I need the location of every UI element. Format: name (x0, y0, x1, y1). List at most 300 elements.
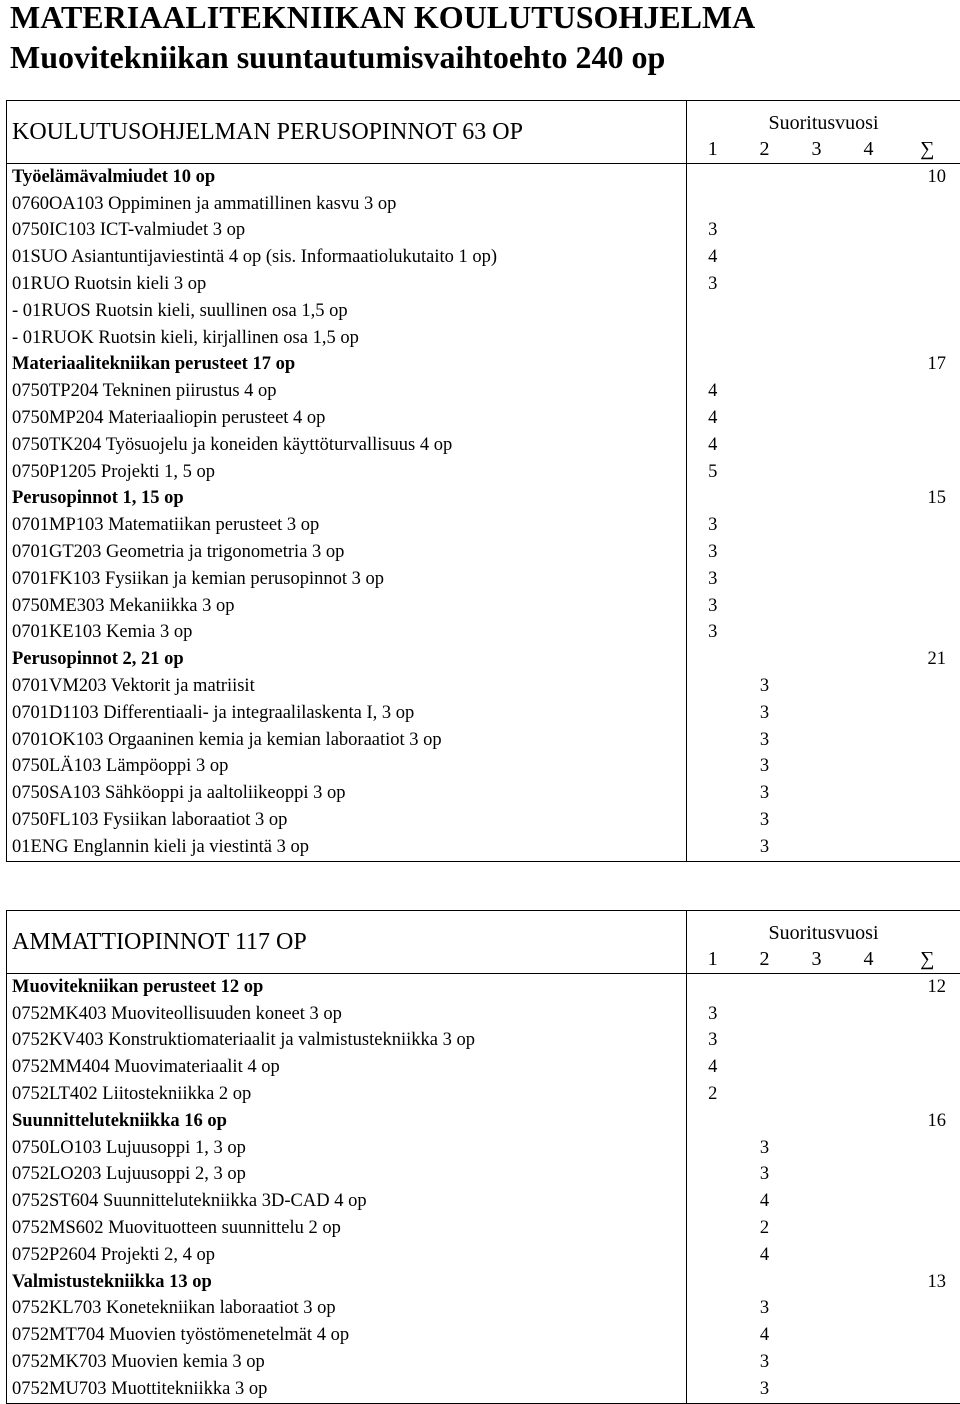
credits-year-1 (687, 1108, 739, 1135)
group-total (895, 620, 960, 647)
table-row (7, 1028, 960, 1055)
table-row (7, 352, 960, 379)
credits-year-4 (843, 1162, 895, 1189)
credits-year-4 (843, 1188, 895, 1215)
credits-year-1 (687, 754, 739, 781)
credits-year-1: 4 (687, 378, 739, 405)
credits-year-4 (843, 486, 895, 513)
table-row (7, 1135, 960, 1162)
sum-header: ∑ (895, 945, 960, 974)
credits-year-3 (791, 727, 843, 754)
credits-year-4 (843, 539, 895, 566)
credits-year-2 (739, 352, 791, 379)
credits-year-2 (739, 486, 791, 513)
table-row (7, 1376, 960, 1403)
table-row (7, 1162, 960, 1189)
course-name: 0750IC103 ICT-valmiudet 3 op (7, 218, 687, 245)
group-total: 13 (895, 1269, 960, 1296)
section-title: KOULUTUSOHJELMAN PERUSOPINNOT 63 OP (7, 101, 687, 164)
credits-year-1 (687, 834, 739, 861)
group-title: Perusopinnot 2, 21 op (7, 646, 687, 673)
credits-year-4 (843, 1028, 895, 1055)
year-caption: Suoritusvuosi (687, 101, 960, 136)
credits-year-3 (791, 1028, 843, 1055)
course-name: 0752ST604 Suunnittelutekniikka 3D-CAD 4 op (7, 1188, 687, 1215)
credits-year-2 (739, 1001, 791, 1028)
credits-year-4 (843, 164, 895, 191)
year-2-header: 2 (739, 945, 791, 974)
credits-year-4 (843, 646, 895, 673)
credits-year-3 (791, 1108, 843, 1135)
year-3-header: 3 (791, 135, 843, 164)
group-total (895, 1001, 960, 1028)
group-total (895, 834, 960, 861)
course-name: 0752P2604 Projekti 2, 4 op (7, 1242, 687, 1269)
course-name: 0750LO103 Lujuusoppi 1, 3 op (7, 1135, 687, 1162)
credits-year-4 (843, 727, 895, 754)
credits-year-1 (687, 646, 739, 673)
credits-year-1 (687, 352, 739, 379)
credits-year-2 (739, 325, 791, 352)
group-total (895, 271, 960, 298)
credits-year-3 (791, 1322, 843, 1349)
table-row (7, 271, 960, 298)
table-row (7, 298, 960, 325)
credits-year-4 (843, 754, 895, 781)
credits-year-1: 5 (687, 459, 739, 486)
credits-year-4 (843, 1215, 895, 1242)
credits-year-2: 4 (739, 1242, 791, 1269)
course-name: 0752MK703 Muovien kemia 3 op (7, 1349, 687, 1376)
credits-year-2: 3 (739, 1296, 791, 1323)
credits-year-1: 3 (687, 512, 739, 539)
credits-year-2: 3 (739, 1376, 791, 1403)
credits-year-2 (739, 566, 791, 593)
course-name: 0752MK403 Muoviteollisuuden koneet 3 op (7, 1001, 687, 1028)
credits-year-4 (843, 974, 895, 1001)
table-row (7, 1054, 960, 1081)
credits-year-2 (739, 1108, 791, 1135)
credits-year-1 (687, 1188, 739, 1215)
credits-year-1 (687, 1242, 739, 1269)
credits-year-3 (791, 834, 843, 861)
course-name: 0760OA103 Oppiminen ja ammatillinen kasvu 3 op (7, 191, 687, 218)
course-name: 0701OK103 Orgaaninen kemia ja kemian laboraatiot 3 op (7, 727, 687, 754)
year-4-header: 4 (843, 945, 895, 974)
credits-year-2: 4 (739, 1322, 791, 1349)
course-name: 0752KL703 Konetekniikan laboraatiot 3 op (7, 1296, 687, 1323)
group-total (895, 700, 960, 727)
group-total (895, 1242, 960, 1269)
credits-year-2 (739, 378, 791, 405)
credits-year-3 (791, 1162, 843, 1189)
group-total: 21 (895, 646, 960, 673)
credits-year-3 (791, 1242, 843, 1269)
credits-year-4 (843, 1322, 895, 1349)
curriculum-table-professional (6, 910, 960, 1404)
document-title: MATERIAALITEKNIIKAN KOULUTUSOHJELMA (10, 0, 755, 34)
course-name: 0752MM404 Muovimateriaalit 4 op (7, 1054, 687, 1081)
group-total (895, 244, 960, 271)
credits-year-4 (843, 593, 895, 620)
table-row (7, 1242, 960, 1269)
credits-year-1 (687, 1296, 739, 1323)
course-name: 0750ME303 Mekaniikka 3 op (7, 593, 687, 620)
group-total (895, 1188, 960, 1215)
credits-year-3 (791, 486, 843, 513)
year-4-header: 4 (843, 135, 895, 164)
course-name: 01ENG Englannin kieli ja viestintä 3 op (7, 834, 687, 861)
credits-year-1 (687, 325, 739, 352)
credits-year-1: 3 (687, 271, 739, 298)
course-name: 0750P1205 Projekti 1, 5 op (7, 459, 687, 486)
credits-year-1: 4 (687, 244, 739, 271)
credits-year-3 (791, 646, 843, 673)
credits-year-2 (739, 539, 791, 566)
course-name: 0750LÄ103 Lämpöoppi 3 op (7, 754, 687, 781)
credits-year-4 (843, 780, 895, 807)
credits-year-1 (687, 727, 739, 754)
table-row (7, 244, 960, 271)
credits-year-2 (739, 218, 791, 245)
table-row (7, 807, 960, 834)
sum-header: ∑ (895, 135, 960, 164)
credits-year-3 (791, 807, 843, 834)
group-title: Valmistustekniikka 13 op (7, 1269, 687, 1296)
course-name: 0750SA103 Sähköoppi ja aaltoliikeoppi 3 op (7, 780, 687, 807)
table-row (7, 405, 960, 432)
credits-year-1 (687, 780, 739, 807)
credits-year-3 (791, 1188, 843, 1215)
credits-year-1 (687, 700, 739, 727)
table-row (7, 1322, 960, 1349)
credits-year-4 (843, 1135, 895, 1162)
group-total (895, 1376, 960, 1403)
credits-year-4 (843, 1349, 895, 1376)
credits-year-1: 4 (687, 1054, 739, 1081)
credits-year-3 (791, 271, 843, 298)
table-row (7, 593, 960, 620)
table-row (7, 673, 960, 700)
credits-year-3 (791, 512, 843, 539)
table-row (7, 164, 960, 191)
table-row (7, 459, 960, 486)
group-total (895, 191, 960, 218)
course-name: 0750MP204 Materiaaliopin perusteet 4 op (7, 405, 687, 432)
credits-year-2: 3 (739, 700, 791, 727)
credits-year-2 (739, 459, 791, 486)
credits-year-1: 4 (687, 405, 739, 432)
credits-year-3 (791, 1081, 843, 1108)
credits-year-1: 3 (687, 1001, 739, 1028)
group-total: 12 (895, 974, 960, 1001)
group-total (895, 566, 960, 593)
course-name: 01RUO Ruotsin kieli 3 op (7, 271, 687, 298)
group-total (895, 512, 960, 539)
group-total: 17 (895, 352, 960, 379)
group-total: 16 (895, 1108, 960, 1135)
credits-year-4 (843, 191, 895, 218)
credits-year-1: 3 (687, 593, 739, 620)
credits-year-2 (739, 646, 791, 673)
credits-year-2 (739, 405, 791, 432)
credits-year-4 (843, 700, 895, 727)
group-total (895, 1135, 960, 1162)
credits-year-2 (739, 191, 791, 218)
group-title: Perusopinnot 1, 15 op (7, 486, 687, 513)
credits-year-3 (791, 325, 843, 352)
course-name: 0701FK103 Fysiikan ja kemian perusopinnot 3 op (7, 566, 687, 593)
credits-year-2 (739, 271, 791, 298)
credits-year-3 (791, 352, 843, 379)
course-name: 0752LO203 Lujuusoppi 2, 3 op (7, 1162, 687, 1189)
credits-year-4 (843, 1054, 895, 1081)
group-total (895, 298, 960, 325)
credits-year-3 (791, 566, 843, 593)
group-total (895, 1349, 960, 1376)
year-caption: Suoritusvuosi (687, 911, 960, 946)
course-name: 0750TK204 Työsuojelu ja koneiden käyttöturvallisuus 4 op (7, 432, 687, 459)
credits-year-3 (791, 218, 843, 245)
credits-year-1 (687, 1135, 739, 1162)
group-total (895, 1215, 960, 1242)
group-total: 10 (895, 164, 960, 191)
credits-year-3 (791, 593, 843, 620)
credits-year-1: 3 (687, 218, 739, 245)
group-total (895, 325, 960, 352)
credits-year-2: 3 (739, 1349, 791, 1376)
course-name: 0752MU703 Muottitekniikka 3 op (7, 1376, 687, 1403)
credits-year-4 (843, 325, 895, 352)
credits-year-2: 3 (739, 780, 791, 807)
group-total (895, 593, 960, 620)
group-total (895, 807, 960, 834)
course-name: - 01RUOK Ruotsin kieli, kirjallinen osa 1,5 op (7, 325, 687, 352)
course-name: 0701KE103 Kemia 3 op (7, 620, 687, 647)
credits-year-2 (739, 620, 791, 647)
table-row (7, 1296, 960, 1323)
group-total (895, 1162, 960, 1189)
credits-year-2 (739, 593, 791, 620)
credits-year-4 (843, 673, 895, 700)
course-name: 0701GT203 Geometria ja trigonometria 3 op (7, 539, 687, 566)
table-row (7, 512, 960, 539)
group-total (895, 378, 960, 405)
credits-year-2: 3 (739, 673, 791, 700)
group-total (895, 754, 960, 781)
credits-year-3 (791, 1215, 843, 1242)
credits-year-2 (739, 298, 791, 325)
credits-year-2: 3 (739, 1135, 791, 1162)
credits-year-2: 2 (739, 1215, 791, 1242)
group-total (895, 1296, 960, 1323)
group-title: Suunnittelutekniikka 16 op (7, 1108, 687, 1135)
credits-year-1 (687, 164, 739, 191)
group-total (895, 780, 960, 807)
course-name: 0750FL103 Fysiikan laboraatiot 3 op (7, 807, 687, 834)
credits-year-4 (843, 512, 895, 539)
credits-year-3 (791, 378, 843, 405)
credits-year-3 (791, 459, 843, 486)
table-row (7, 754, 960, 781)
credits-year-3 (791, 1135, 843, 1162)
table-row (7, 780, 960, 807)
group-total (895, 1054, 960, 1081)
credits-year-1: 3 (687, 620, 739, 647)
credits-year-1 (687, 974, 739, 1001)
table-row (7, 486, 960, 513)
group-total: 15 (895, 486, 960, 513)
table-row (7, 620, 960, 647)
table-row (7, 566, 960, 593)
credits-year-4 (843, 378, 895, 405)
credits-year-3 (791, 974, 843, 1001)
credits-year-4 (843, 834, 895, 861)
credits-year-2 (739, 1081, 791, 1108)
table-row (7, 646, 960, 673)
section-title: AMMATTIOPINNOT 117 OP (7, 911, 687, 974)
credits-year-1 (687, 807, 739, 834)
credits-year-3 (791, 1296, 843, 1323)
course-name: 0701VM203 Vektorit ja matriisit (7, 673, 687, 700)
group-total (895, 673, 960, 700)
group-total (895, 459, 960, 486)
credits-year-3 (791, 1349, 843, 1376)
credits-year-4 (843, 432, 895, 459)
credits-year-4 (843, 244, 895, 271)
credits-year-1 (687, 1376, 739, 1403)
course-name: 0701MP103 Matematiikan perusteet 3 op (7, 512, 687, 539)
group-title: Materiaalitekniikan perusteet 17 op (7, 352, 687, 379)
credits-year-3 (791, 1001, 843, 1028)
course-name: 0752KV403 Konstruktiomateriaalit ja valmistustekniikka 3 op (7, 1028, 687, 1055)
credits-year-3 (791, 244, 843, 271)
credits-year-3 (791, 754, 843, 781)
credits-year-2: 3 (739, 1162, 791, 1189)
credits-year-2 (739, 164, 791, 191)
credits-year-4 (843, 1081, 895, 1108)
credits-year-4 (843, 566, 895, 593)
course-name: 01SUO Asiantuntijaviestintä 4 op (sis. Informaatiolukutaito 1 op) (7, 244, 687, 271)
credits-year-3 (791, 298, 843, 325)
document-subtitle: Muovitekniikan suuntautumisvaihtoehto 240 op (10, 40, 665, 74)
table-row (7, 432, 960, 459)
credits-year-4 (843, 459, 895, 486)
credits-year-2 (739, 1054, 791, 1081)
credits-year-4 (843, 271, 895, 298)
credits-year-1 (687, 1269, 739, 1296)
group-title: Muovitekniikan perusteet 12 op (7, 974, 687, 1001)
table-row (7, 325, 960, 352)
credits-year-1: 4 (687, 432, 739, 459)
table-row (7, 727, 960, 754)
credits-year-3 (791, 191, 843, 218)
credits-year-1: 3 (687, 1028, 739, 1055)
credits-year-3 (791, 405, 843, 432)
table-header-row (7, 101, 960, 136)
group-total (895, 1322, 960, 1349)
credits-year-3 (791, 164, 843, 191)
year-3-header: 3 (791, 945, 843, 974)
credits-year-3 (791, 780, 843, 807)
table-row (7, 218, 960, 245)
credits-year-4 (843, 298, 895, 325)
credits-year-1 (687, 673, 739, 700)
table-row (7, 700, 960, 727)
credits-year-1 (687, 1162, 739, 1189)
credits-year-2 (739, 1028, 791, 1055)
group-total (895, 432, 960, 459)
credits-year-4 (843, 1269, 895, 1296)
year-1-header: 1 (687, 945, 739, 974)
group-total (895, 405, 960, 432)
credits-year-4 (843, 405, 895, 432)
course-name: - 01RUOS Ruotsin kieli, suullinen osa 1,5 op (7, 298, 687, 325)
table-row (7, 1188, 960, 1215)
table-row (7, 834, 960, 861)
credits-year-3 (791, 432, 843, 459)
credits-year-2: 3 (739, 834, 791, 861)
group-total (895, 539, 960, 566)
table-row (7, 1081, 960, 1108)
table-row (7, 378, 960, 405)
credits-year-4 (843, 218, 895, 245)
credits-year-2 (739, 1269, 791, 1296)
credits-year-2: 3 (739, 754, 791, 781)
credits-year-1 (687, 1349, 739, 1376)
credits-year-3 (791, 700, 843, 727)
credits-year-2: 3 (739, 807, 791, 834)
curriculum-table-basic (6, 100, 960, 862)
year-2-header: 2 (739, 135, 791, 164)
credits-year-2 (739, 512, 791, 539)
credits-year-3 (791, 1376, 843, 1403)
credits-year-4 (843, 1242, 895, 1269)
credits-year-1: 2 (687, 1081, 739, 1108)
group-total (895, 218, 960, 245)
course-name: 0701D1103 Differentiaali- ja integraalilaskenta I, 3 op (7, 700, 687, 727)
table-row (7, 974, 960, 1001)
table-row (7, 1269, 960, 1296)
credits-year-4 (843, 1108, 895, 1135)
credits-year-2 (739, 432, 791, 459)
course-name: 0752MT704 Muovien työstömenetelmät 4 op (7, 1322, 687, 1349)
year-1-header: 1 (687, 135, 739, 164)
table-row (7, 1001, 960, 1028)
credits-year-2 (739, 974, 791, 1001)
table-row (7, 1215, 960, 1242)
table-row (7, 1349, 960, 1376)
credits-year-4 (843, 1296, 895, 1323)
credits-year-1 (687, 1322, 739, 1349)
credits-year-1: 3 (687, 539, 739, 566)
table-row (7, 1108, 960, 1135)
table-header-row (7, 911, 960, 946)
credits-year-3 (791, 620, 843, 647)
credits-year-3 (791, 1269, 843, 1296)
credits-year-4 (843, 620, 895, 647)
credits-year-1 (687, 191, 739, 218)
credits-year-1 (687, 298, 739, 325)
credits-year-1 (687, 1215, 739, 1242)
group-total (895, 1081, 960, 1108)
table-row (7, 191, 960, 218)
credits-year-1: 3 (687, 566, 739, 593)
table-row (7, 539, 960, 566)
group-total (895, 727, 960, 754)
credits-year-2: 3 (739, 727, 791, 754)
group-total (895, 1028, 960, 1055)
